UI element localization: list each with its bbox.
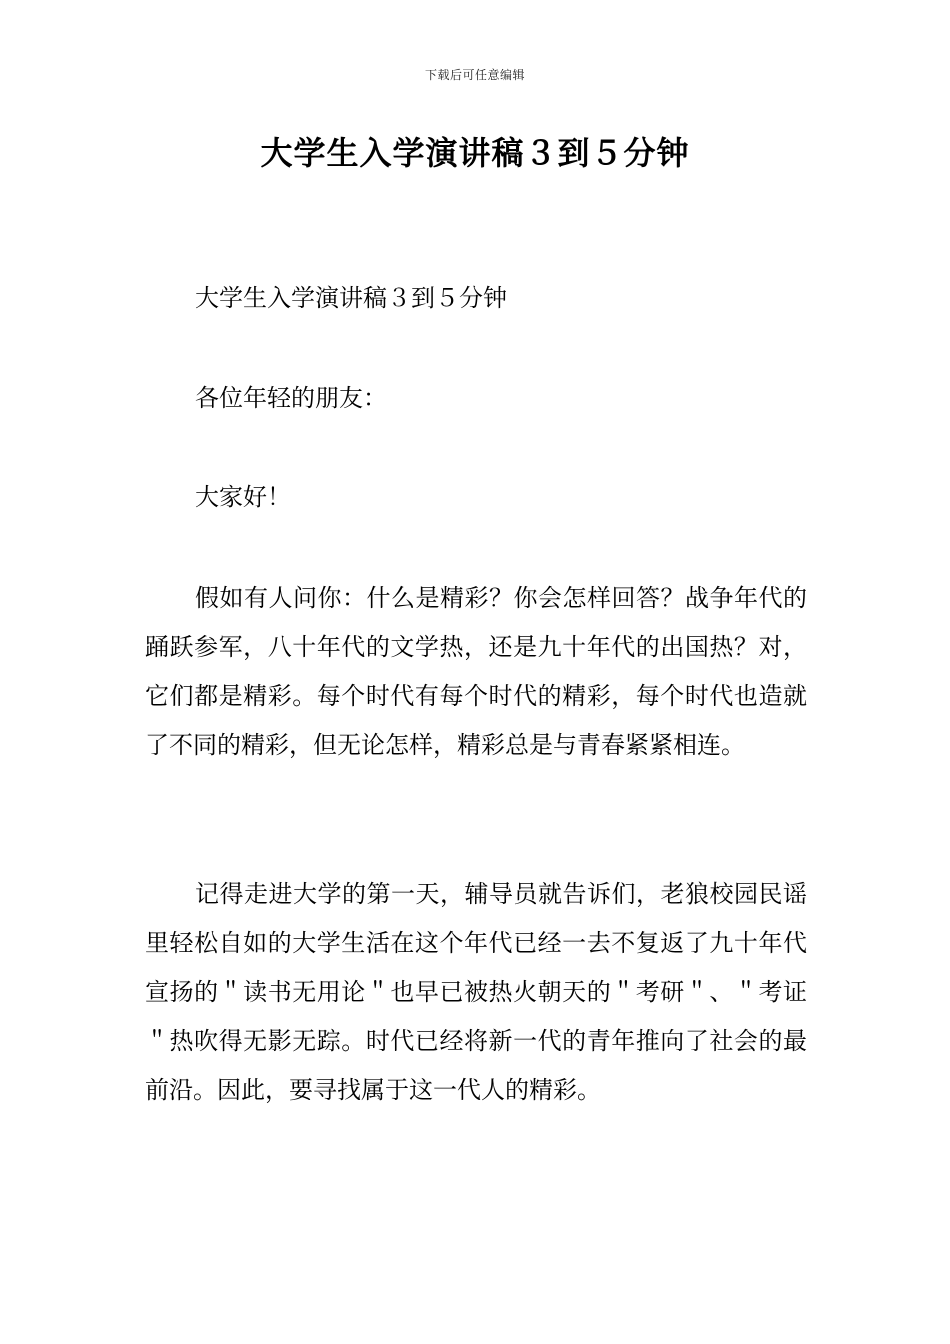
document-title: 大学生入学演讲稿３到５分钟: [260, 134, 690, 172]
paragraph-2: 记得走进大学的第一天，辅导员就告诉们，老狼校园民谣里轻松自如的大学生活在这个年代已经一去不复返了九十年代宣扬的＂读书无用论＂也早已被热火朝天的＂考研＂、＂考证＂热吹得无影无踪。时代已经将新一代的青年推向了社会的最前沿。因此，要寻找属于这一代人的精彩。: [145, 880, 807, 1104]
greeting: 大家好！: [195, 483, 291, 511]
header-note: 下载后可任意编辑: [424, 68, 525, 82]
body-subtitle: 大学生入学演讲稿３到５分钟: [195, 284, 507, 312]
salutation: 各位年轻的朋友：: [195, 384, 387, 412]
paragraph-1: 假如有人问你：什么是精彩？你会怎样回答？战争年代的踊跃参军，八十年代的文学热，还是九十年代的出国热？对，它们都是精彩。每个时代有每个时代的精彩，每个时代也造就了不同的精彩，但无论怎样，精彩总是与青春紧紧相连。: [145, 584, 807, 759]
